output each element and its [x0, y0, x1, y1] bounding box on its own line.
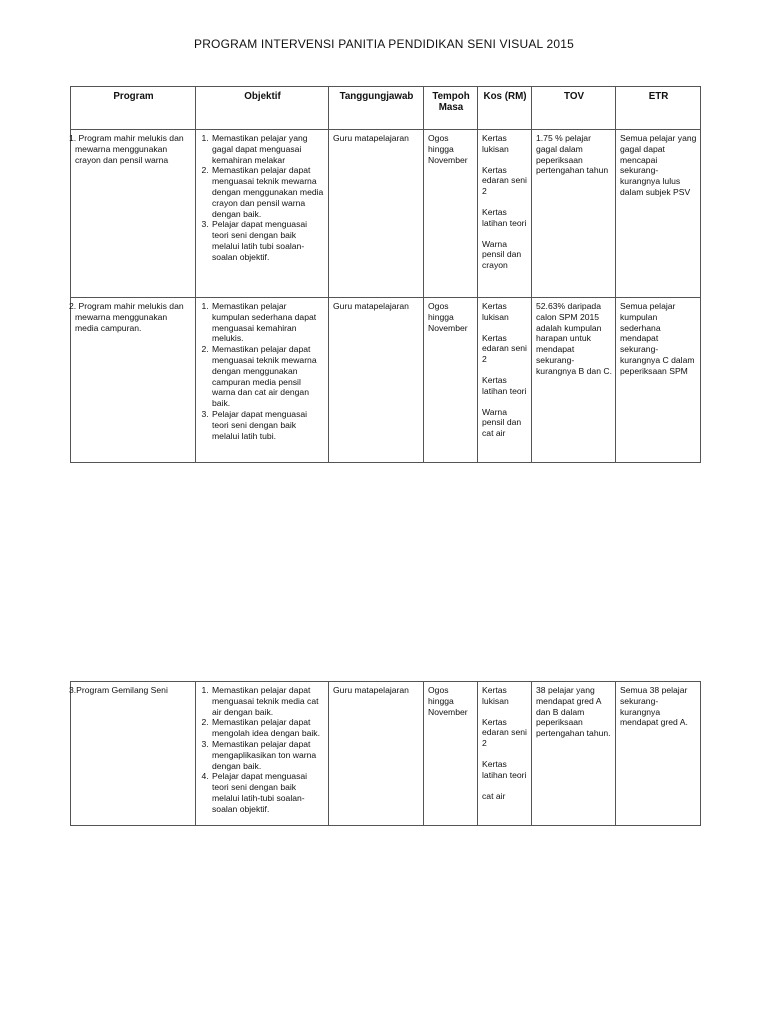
cost-cell [478, 298, 532, 463]
header-kos: Kos (RM) [478, 87, 532, 130]
cost-item: cat air [482, 790, 506, 801]
objective-item: 4. Pelajar dapat menguasai teori seni dengan baik melalui latih-tubi soalan-soalan objektif. [211, 771, 325, 814]
cost-item: Kertas latihan teori [482, 758, 527, 780]
responsible-cell: Guru matapelajaran [329, 298, 424, 463]
objective-list [200, 133, 325, 263]
objective-item: 1. Memastikan pelajar kumpulan sederhana dapat menguasai kemahiran melukis. [211, 301, 325, 344]
tov-cell: 1.75 % pelajar gagal dalam peperiksaan pertengahan tahun [532, 130, 616, 298]
program-cell: 3.Program Gemilang Seni [71, 682, 196, 826]
table-row [71, 298, 701, 463]
objective-list [200, 301, 325, 441]
cost-item: Kertas lukisan [482, 301, 509, 322]
responsible-cell: Guru matapelajaran [329, 682, 424, 826]
objective-item: 3. Memastikan pelajar dapat mengaplikasikan ton warna dengan baik. [211, 739, 325, 771]
table-row [71, 682, 701, 826]
etr-cell: Semua pelajar yang gagal dapat mencapai sekurang-kurangnya lulus dalam subjek PSV [616, 130, 701, 298]
header-objektif: Objektif [196, 87, 329, 130]
cost-item: Warna pensil dan cat air [482, 406, 522, 439]
cost-item: Kertas edaran seni 2 [482, 332, 527, 365]
objective-list [200, 685, 325, 815]
cost-item: Kertas edaran seni 2 [482, 164, 527, 197]
header-tempoh-masa: Tempoh Masa [424, 87, 478, 130]
etr-cell: Semua pelajar kumpulan sederhana mendapat sekurang-kurangnya C dalam peperiksaan SPM [616, 298, 701, 463]
objective-item: 3. Pelajar dapat menguasai teori seni dengan baik melalui latih tubi. [211, 409, 325, 441]
table-row [71, 130, 701, 298]
objective-cell [196, 682, 329, 826]
objective-item: 3. Pelajar dapat menguasai teori seni dengan baik melalui latih tubi soalan-soalan objektif. [211, 219, 325, 262]
page-title: PROGRAM INTERVENSI PANITIA PENDIDIKAN SENI VISUAL 2015 [193, 37, 575, 51]
intervention-table [70, 86, 701, 463]
duration-cell: Ogos hingga November [424, 298, 478, 463]
program-cell: 2. Program mahir melukis dan mewarna menggunakan media campuran. [71, 298, 196, 463]
cost-item: Kertas lukisan [482, 133, 509, 154]
duration-cell: Ogos hingga November [424, 682, 478, 826]
objective-item: 2. Memastikan pelajar dapat mengolah idea dengan baik. [211, 717, 325, 739]
objective-item: 2. Memastikan pelajar dapat menguasai teknik mewarna dengan menggunakan campuran media pensil warna dan cat air dengan baik. [211, 344, 325, 409]
objective-cell [196, 298, 329, 463]
cost-item: Kertas lukisan [482, 685, 509, 706]
duration-cell: Ogos hingga November [424, 130, 478, 298]
cost-cell [478, 682, 532, 826]
objective-cell [196, 130, 329, 298]
cost-item: Kertas latihan teori [482, 206, 527, 228]
header-tov: TOV [532, 87, 616, 130]
cost-item: Kertas edaran seni 2 [482, 716, 527, 749]
header-row [71, 87, 701, 130]
tov-cell: 38 pelajar yang mendapat gred A dan B dalam peperiksaan pertengahan tahun. [532, 682, 616, 826]
objective-item: 2. Memastikan pelajar dapat menguasai teknik mewarna dengan menggunakan media crayon dan pensil warna dengan baik. [211, 165, 325, 219]
tov-cell: 52.63% daripada calon SPM 2015 adalah kumpulan harapan untuk mendapat sekurang-kurangnya B dan C. [532, 298, 616, 463]
cost-item: Warna pensil dan crayon [482, 238, 522, 271]
cost-cell [478, 130, 532, 298]
cost-item: Kertas latihan teori [482, 374, 527, 396]
header-tanggungjawab: Tanggungjawab [329, 87, 424, 130]
program-cell: 1. Program mahir melukis dan mewarna menggunakan crayon dan pensil warna [71, 130, 196, 298]
objective-item: 1. Memastikan pelajar yang gagal dapat menguasai kemahiran melakar [211, 133, 325, 165]
header-program: Program [71, 87, 196, 130]
header-etr: ETR [616, 87, 701, 130]
etr-cell: Semua 38 pelajar sekurang-kurangnya mendapat gred A. [616, 682, 701, 826]
objective-item: 1. Memastikan pelajar dapat menguasai teknik media cat air dengan baik. [211, 685, 325, 717]
intervention-table-continued [70, 681, 701, 826]
responsible-cell: Guru matapelajaran [329, 130, 424, 298]
